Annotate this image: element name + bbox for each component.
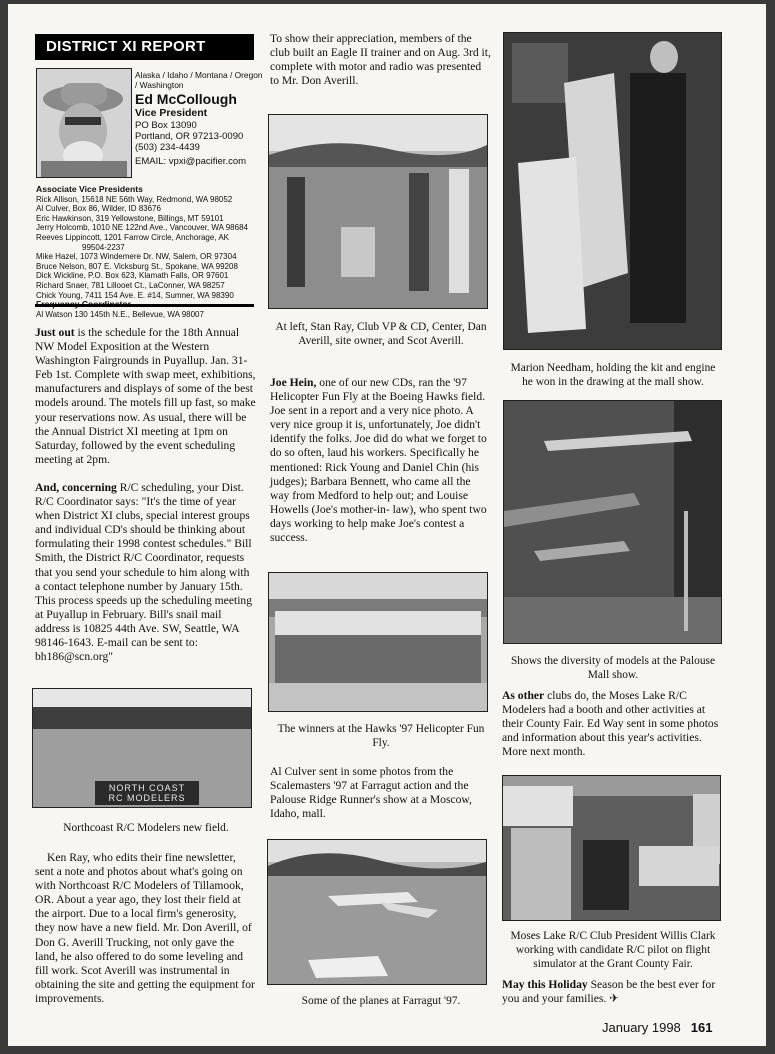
run-in-lead: May this Holiday [502,978,588,991]
palouse-photo [503,400,722,644]
caption-winners: The winners at the Hawks '97 Helicopter Fun Fly. [277,723,485,749]
vp-phone: (503) 234-4439 [135,142,200,153]
column3-text [502,689,724,759]
run-in-lead: As other [502,689,545,702]
associate-line: Jerry Holcomb, 1010 NE 122nd Ave., Vancouver, WA 98684 [36,223,248,233]
paragraph-text: clubs do, the Moses Lake R/C Modelers had a booth and other activities at their County Fair. Ed Way sent in some photos and information about this year's activities. More next month. [502,689,719,759]
caption-farragut: Some of the planes at Farragut '97. [301,995,461,1007]
vp-name: Ed McCollough [135,91,237,107]
associate-line: Al Culver, Box 86, Wilder, ID 83676 [36,204,161,214]
frequency-line: Al Watson 130 145th N.E., Bellevue, WA 98007 [36,309,204,319]
vp-portrait-photo [36,68,132,178]
page-number: 161 [690,1020,713,1035]
section-header: DISTRICT XI REPORT [35,34,254,60]
caption-palouse: Shows the diversity of models at the Palouse Mall show. [510,655,716,681]
page-footer [602,1020,712,1035]
paragraph [502,978,724,1006]
marion-image [504,33,721,349]
paragraph-text: R/C scheduling, your Dist. R/C Coordinator says: "It's the time of year when District XI clubs, special interest groups and individual CD's should be thinking about formulating their 1998 contest schedules." Bill Smith, the District R/C Coordinator, requests that you send your schedule to him along with a contact telephone number by January 15th. This process speeds up the scheduling meeting at Puyallup in February. Bill's snail mail address is 10825 44th Ave. SW, Seattle, WA 98146-1643. E-mail can be sent to: bh186@scn.org" [35,480,253,664]
associate-line: Mike Hazel, 1073 Windemere Dr. NW, Salem, OR 97304 [36,252,237,262]
paragraph-text: is the schedule for the 18th Annual NW Model Exposition at the Western Washington Fairgrounds in Puyallup. Jan. 31-Feb 1st. Complete with swap meet, exhibitions, manufacturers and displays of some of the best models around. The motels fill up fast, so make your reservations now. As usual, there will be the Annual District XI meeting at 1pm on Saturday, followed by the event scheduling meeting at 2pm. [35,326,256,466]
column3-closing [502,978,724,1006]
trainer-image [269,115,487,308]
paragraph [270,376,492,545]
column2-intro [270,32,492,88]
column1-text [35,326,257,664]
caption-moses: Moses Lake R/C Club President Willis Clark working with candidate R/C pilot on flight simulator at the Grant County Fair. [510,930,716,970]
run-in-lead: Joe Hein, [270,376,317,389]
associate-heading: Associate Vice Presidents [36,184,143,194]
paragraph-text: Season be the best ever for you and your families. [502,978,716,1006]
paragraph: To show their appreciation, members of the club built an Eagle II trainer and on Aug. 3rd it, complete with motor and radio was presented to Mr. Don Averill. [270,32,491,88]
associate-line: 99504-2237 [82,242,125,252]
paragraph-text: one of our new CDs, ran the '97 Helicopter Fun Fly at the Boeing Hawks field. Joe sent in a report and a very nice photo. A very nice group it is, unfortunately, Joe didn't identify the folks. Joe did do what we forget to do so often, laud his workers. Specifically he mentioned: Rick Young and Daniel Chin (his judges); Barbara Bennett, who came all the way from Medford to help out; and Louise Howells (Joe's mother-in- law), who spent two days working to help make Joe's contest a success. [270,376,487,545]
associate-line: Bruce Nelson, 807 E. Vicksburg St., Spokane, WA 99208 [36,261,238,271]
associate-line: Eric Hawkinson, 319 Yellowstone, Billings, MT 59101 [36,213,224,223]
field-photo [32,688,252,808]
trainer-photo [268,114,488,309]
associate-line: Rick Allison, 15618 NE 56th Way, Redmond, WA 98052 [36,194,233,204]
magazine-page [8,4,766,1046]
caption-trainer: At left, Stan Ray, Club VP & CD, Center, Dan Averill, site owner, and Scot Averill. [275,321,487,347]
vp-role: Vice President [135,107,208,119]
sign-text: NORTH COAST [108,783,186,793]
vp-contact [135,70,265,167]
associate-line: Chick Young, 7411 154 Ave. E. #14, Sumner, WA 98390 [36,290,234,300]
associate-vps [36,185,266,319]
run-in-lead: And, concerning [35,480,117,494]
moses-lake-image [503,776,720,920]
paragraph: Al Culver sent in some photos from the Scalemasters '97 at Farragut action and the Palouse Ridge Runner's show at a Moscow, Idaho, mall. [270,765,472,821]
paragraph: Ken Ray, who edits their fine newsletter, sent a note and photos about what's going on with Northcoast R/C Modelers of Tillamook, OR. About a year ago, they lost their field at the airport. Due to a local firm's generosity, they now have a new field. Mr. Don Averill, of Don G. Averill Trucking, not only gave the land, he also offered to do some leveling and fill work. Scot Averill was instrumental in obtaining the site and getting the equipment for improvements. [35,851,255,1005]
run-in-lead: Just out [35,326,75,339]
caption-marion: Marion Needham, holding the kit and engine he won in the drawing at the mall show. [510,362,716,388]
associate-line: Richard Snaer, 781 Lillooet Ct., LaConner, WA 98257 [36,280,225,290]
farragut-image [268,840,486,984]
paragraph [35,481,257,664]
moses-lake-photo [502,775,721,921]
vp-email: EMAIL: vpxi@pacifier.com [135,156,247,167]
winners-image [269,573,487,711]
vp-address1: PO Box 13090 [135,120,197,131]
paragraph [502,689,724,759]
sign-text: RC MODELERS [108,793,186,803]
winners-photo [268,572,488,712]
paragraph [35,326,257,467]
column1-text-lower [35,851,257,1006]
farragut-photo [267,839,487,985]
field-sign [95,783,199,803]
column2-text-lower [270,765,492,821]
divider-rule [35,304,254,307]
portrait-image [37,69,131,177]
vp-address2: Portland, OR 97213-0090 [135,131,244,142]
associate-line: Dick Wickline, P.O. Box 623, Klamath Falls, OR 97601 [36,271,229,281]
palouse-image [504,401,721,643]
airplane-icon: ✈ [609,992,619,1006]
associate-line: Reeves Lippincott, 1201 Farrow Circle, Anchorage, AK [36,232,229,242]
issue-date: January 1998 [602,1020,681,1035]
marion-photo [503,32,722,350]
caption-field: Northcoast R/C Modelers new field. [63,822,229,834]
vp-states: Alaska / Idaho / Montana / Oregon / Washington [135,70,263,90]
column2-text [270,376,492,545]
